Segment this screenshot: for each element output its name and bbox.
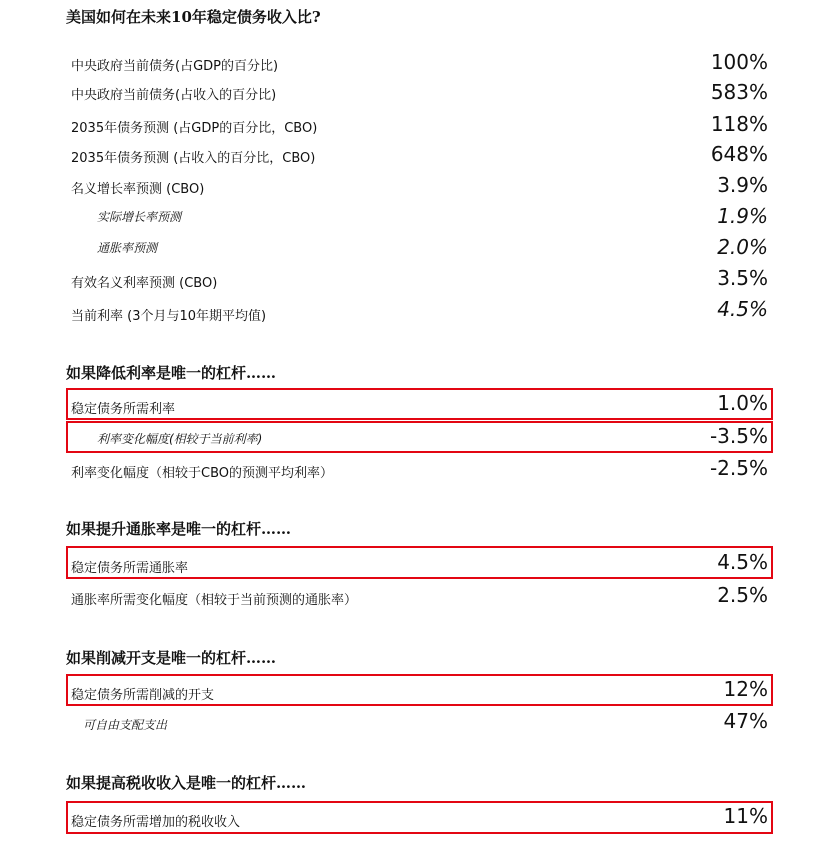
row-label: 名义增长率预测 (CBO) (71, 182, 205, 197)
row-label: 通胀率预测 (97, 241, 158, 255)
row-value: 1.0% (717, 391, 768, 415)
row-value: 2.0% (717, 235, 768, 259)
page-title: 美国如何在未来10年稳定债务收入比? (66, 8, 321, 26)
row-value: 2.5% (717, 583, 768, 607)
row-label: 当前利率 (3个月与10年期平均值) (71, 309, 267, 324)
row-value: 4.5% (717, 297, 768, 321)
row-value: 118% (710, 112, 768, 136)
row-value: 47% (723, 709, 768, 733)
row-value: -2.5% (709, 456, 768, 480)
row-value: 3.9% (717, 173, 768, 197)
row-label: 2035年债务预测 (占收入的百分比，CBO) (71, 151, 316, 166)
row-value: 100% (710, 50, 768, 74)
row-value: 583% (710, 80, 768, 104)
row-value: 3.5% (717, 266, 768, 290)
section-heading: 如果提升通胀率是唯一的杠杆…… (66, 520, 292, 538)
section-heading: 如果提高税收收入是唯一的杠杆…… (66, 774, 307, 792)
row-label: 可自由支配支出 (83, 718, 168, 732)
section-heading: 如果削减开支是唯一的杠杆…… (66, 649, 277, 667)
row-label: 利率变化幅度(相较于当前利率) (97, 432, 263, 446)
row-label: 通胀率所需变化幅度（相较于当前预测的通胀率） (71, 593, 358, 608)
row-label: 有效名义利率预测 (CBO) (71, 276, 218, 291)
row-value: 648% (710, 142, 768, 166)
row-label: 稳定债务所需增加的税收收入 (71, 815, 241, 830)
row-value: 12% (723, 677, 768, 701)
row-value: 4.5% (717, 550, 768, 574)
row-label: 实际增长率预测 (97, 210, 182, 224)
row-label: 中央政府当前债务(占GDP的百分比) (71, 59, 279, 74)
section-heading: 如果降低利率是唯一的杠杆…… (66, 364, 277, 382)
row-label: 稳定债务所需利率 (71, 402, 176, 417)
row-label: 中央政府当前债务(占收入的百分比) (71, 88, 277, 103)
row-label: 稳定债务所需通胀率 (71, 561, 189, 576)
row-label: 利率变化幅度（相较于CBO的预测平均利率） (71, 466, 333, 481)
row-value: 11% (723, 804, 768, 828)
row-label: 2035年债务预测 (占GDP的百分比，CBO) (71, 121, 318, 136)
row-label: 稳定债务所需削减的开支 (71, 688, 215, 703)
row-value: -3.5% (709, 424, 768, 448)
row-value: 1.9% (717, 204, 768, 228)
